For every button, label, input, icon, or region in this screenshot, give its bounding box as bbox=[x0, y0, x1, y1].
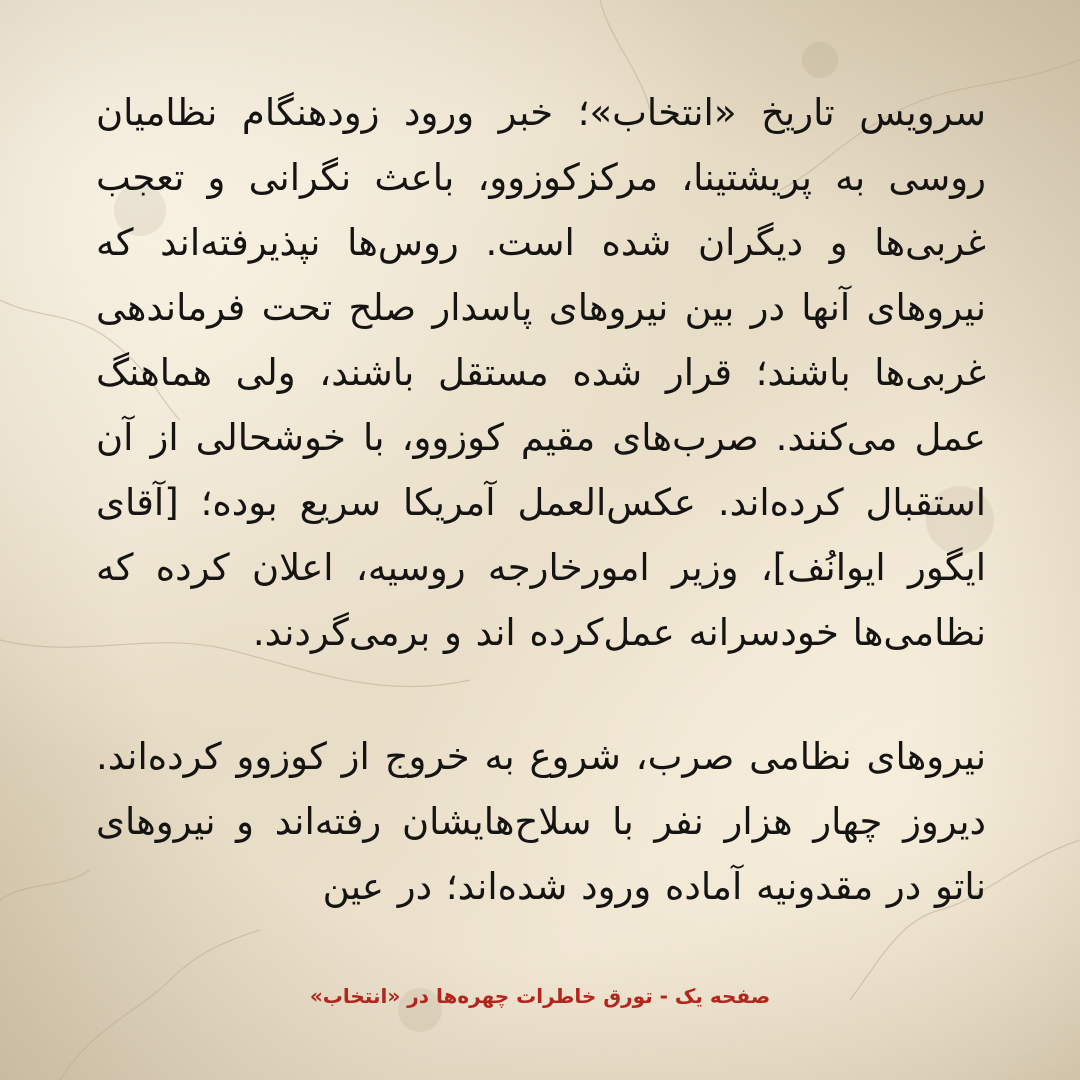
article-body bbox=[96, 80, 986, 919]
paragraph-1: سرویس تاریخ «انتخاب»؛ خبر ورود زودهنگام نظامیان روسی به پریشتینا، مرکزکوزوو، باعث نگرانی و تعجب غربی‌ها و دیگران شده است. روس‌ها نپذیرفته‌اند که نیروهای آنها در بین نیروهای پاسدار صلح تحت فرماندهی غربی‌ها باشند؛ قرار شده مستقل باشند، ولی هماهنگ عمل می‌کنند. صرب‌های مقیم کوزوو، با خوشحالی از آن استقبال کرده‌اند. عکس‌العمل آمریکا سریع بوده؛ [آقای ایگور ایوانُف]، وزیر امورخارجه روسیه، اعلان کرده که نظامی‌ها خودسرانه عمل‌کرده اند و برمی‌گردند. bbox=[96, 91, 986, 654]
paragraph-2: نیروهای نظامی صرب، شروع به خروج از کوزوو کرده‌اند. دیروز چهار هزار نفر با سلاح‌هایشان رفته‌اند و نیروهای ناتو در مقدونیه آماده ورود شده‌اند؛ در عین bbox=[96, 735, 986, 908]
page-footer-caption: صفحه یک - تورق خاطرات چهره‌ها در «انتخاب» bbox=[309, 984, 771, 1008]
